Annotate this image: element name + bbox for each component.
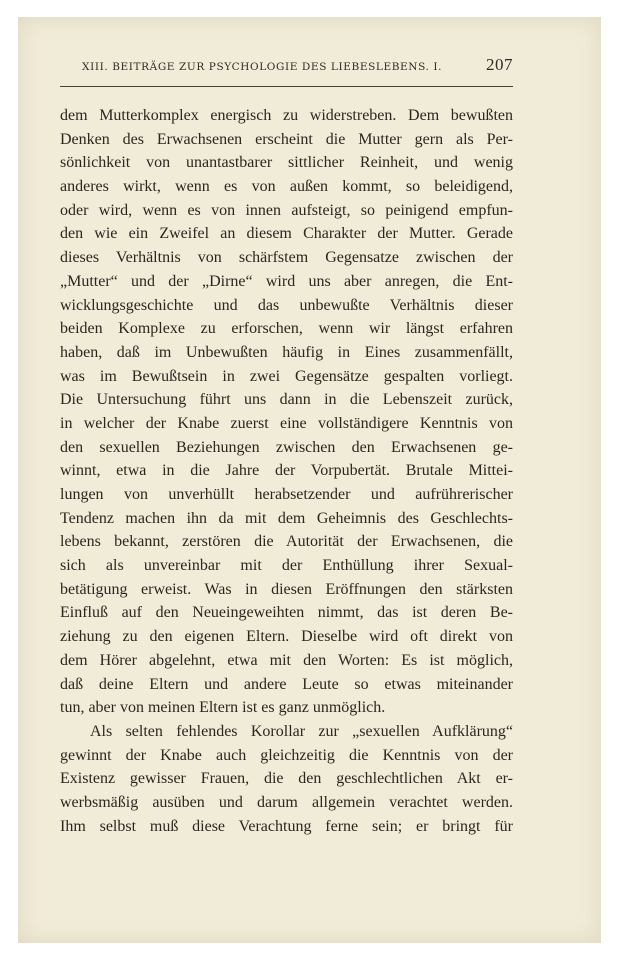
text-line: wicklungsgeschichte und das unbewußte Verhältnis dieser (60, 296, 513, 314)
text-line: Existenz gewisser Frauen, die den geschlechtlichen Akt er- (60, 770, 513, 788)
running-head: XIII. BEITRÄGE ZUR PSYCHOLOGIE DES LIEBESLEBENS. I. (82, 61, 443, 73)
text-line: betätigung erweist. Was in diesen Eröffnungen den stärksten (60, 580, 513, 598)
text-line: in welcher der Knabe zuerst eine vollständigere Kenntnis von (60, 414, 513, 432)
text-line: werbsmäßig ausüben und darum allgemein verachtet werden. (60, 793, 513, 811)
text-line: anderes wirkt, wenn es von außen kommt, so beleidigend, (60, 178, 513, 196)
text-line: ziehung zu den eigenen Eltern. Dieselbe wird oft direkt von (60, 628, 513, 646)
text-line: daß deine Eltern und andere Leute so etwas miteinander (60, 675, 513, 693)
body-text (60, 104, 513, 838)
text-line: Die Untersuchung führt uns dann in die Lebenszeit zurück, (60, 391, 513, 409)
text-line: Denken des Erwachsenen erscheint die Mutter gern als Per- (60, 130, 513, 148)
text-line: oder wird, wenn es von innen aufsteigt, so peinigend empfun- (60, 201, 513, 219)
text-line: was im Bewußtsein in zwei Gegensätze gespalten vorliegt. (60, 367, 513, 385)
text-line: tun, aber von meinen Eltern ist es ganz unmöglich. (60, 699, 386, 717)
text-line: den sexuellen Beziehungen zwischen den Erwachsenen ge- (60, 438, 513, 456)
text-line: dem Mutterkomplex energisch zu widerstreben. Dem bewußten (60, 107, 513, 124)
text-line: gewinnt der Knabe auch gleichzeitig die Kenntnis von der (60, 746, 513, 764)
text-line: dieses Verhältnis von schärfstem Gegensatze zwischen der (60, 249, 513, 267)
text-line: Ihm selbst muß diese Verachtung ferne sein; er bringt für (60, 817, 513, 835)
text-line: Einfluß auf den Neueingeweihten nimmt, das ist deren Be- (60, 604, 513, 622)
page-header (60, 53, 513, 83)
text-line: winnt, etwa in die Jahre der Vorpubertät. Brutale Mittei- (60, 462, 513, 480)
text-line: haben, daß im Unbewußten häufig in Eines zusammenfällt, (60, 343, 513, 361)
text-line: „Mutter“ und der „Dirne“ wird uns aber anregen, die Ent- (60, 272, 513, 290)
text-line: Tendenz machen ihn da mit dem Geheimnis des Geschlechts- (60, 509, 513, 527)
text-line: dem Hörer abgelehnt, etwa mit den Worten: Es ist möglich, (60, 651, 513, 669)
text-line: sönlichkeit von unantastbarer sittlicher Reinheit, und wenig (60, 154, 513, 172)
header-rule (60, 86, 513, 87)
text-line: Als selten fehlendes Korollar zur „sexuellen Aufklärung“ (90, 722, 513, 740)
text-line: lungen von unverhüllt herabsetzender und aufrührerischer (60, 486, 513, 503)
page-number: 207 (486, 55, 513, 74)
text-line: lebens bekannt, zerstören die Autorität der Erwachsenen, die (60, 533, 513, 551)
text-line: beiden Komplexe zu erforschen, wenn wir längst erfahren (60, 320, 513, 338)
text-line: sich als unvereinbar mit der Enthüllung ihrer Sexual- (60, 557, 513, 575)
text-line: den wie ein Zweifel an diesem Charakter der Mutter. Gerade (60, 225, 513, 243)
